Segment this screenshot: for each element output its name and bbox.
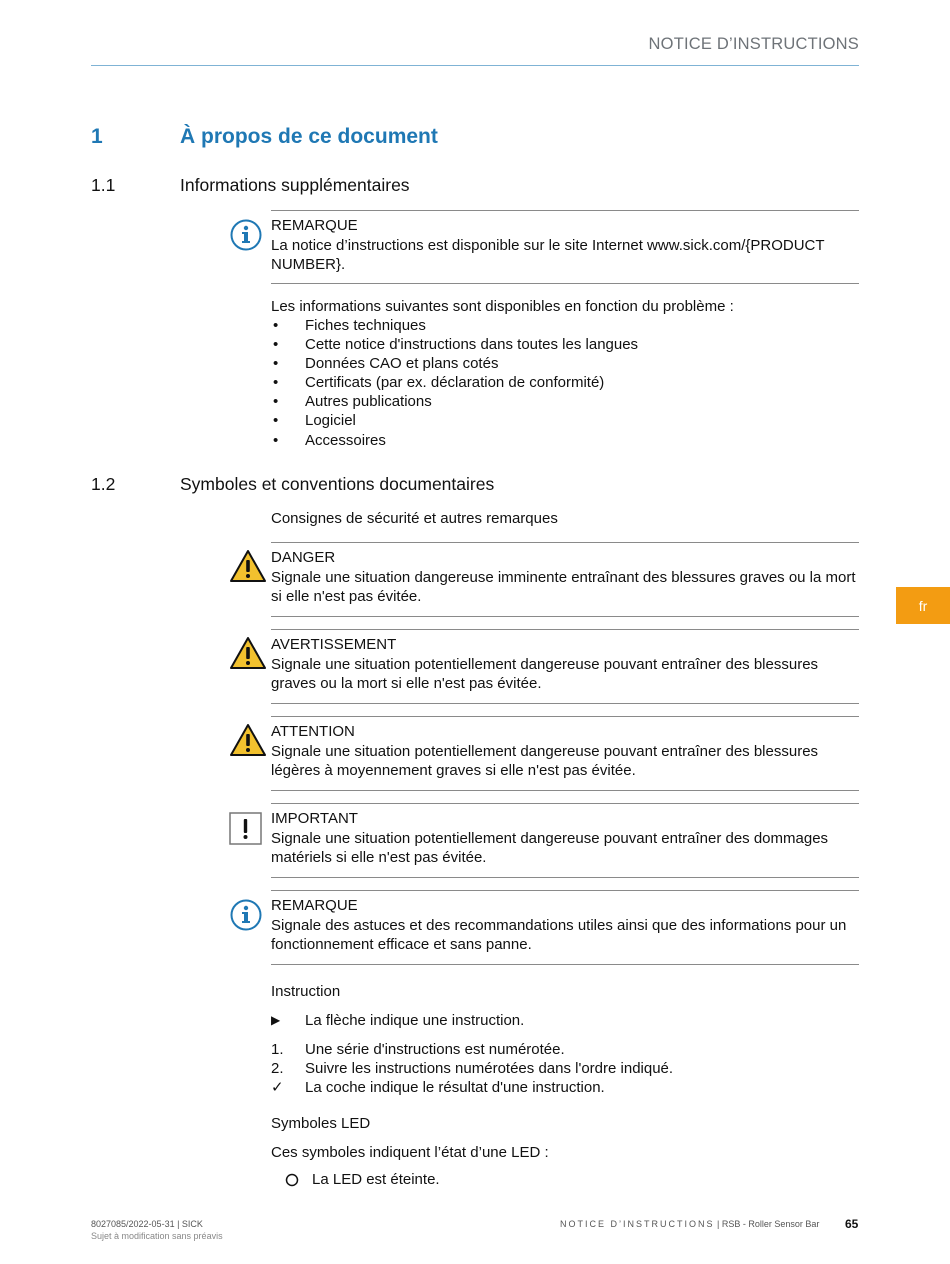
list-item-text: Cette notice d'instructions dans toutes les langues [305,336,639,354]
caution-title: ATTENTION [271,723,355,740]
language-tab[interactable]: fr [896,587,950,624]
step-marker: 1. [271,1041,284,1058]
step-text: Une série d'instructions est numérotée. [305,1041,565,1058]
footer-disclaimer: Sujet à modification sans préavis [91,1231,223,1241]
exclamation-box-icon [229,812,262,845]
bullet-marker: • [273,336,279,354]
note-body: Signale des astuces et des recommandations utiles ainsi que des informations pour un fonctionnement efficace et sans panne. [271,917,847,953]
list-item-text: Fiches techniques [305,317,426,334]
danger-rule-bottom [271,616,859,617]
info-intro: Les informations suivantes sont disponibles en fonction du problème : [271,298,734,315]
important-rule-bottom [271,877,859,878]
step-text: Suivre les instructions numérotées dans l'ordre indiqué. [305,1060,674,1077]
bullet-marker: • [273,412,279,430]
warning-title: AVERTISSEMENT [271,636,397,653]
list-item [271,316,638,335]
bullet-marker: • [273,393,279,411]
led-off-icon [285,1173,299,1187]
bullet-marker: • [273,374,279,392]
caution-rule-bottom [271,790,859,791]
warning-triangle-icon [229,549,267,583]
check-marker: ✓ [271,1078,284,1096]
section-1-2-number: 1.2 [91,474,116,494]
warning-body: Signale une situation potentiellement dangereuse pouvant entraîner des blessures graves ou la mort si elle n'est pas évitée. [271,656,819,692]
caution-rule-top [271,716,859,717]
list-item [271,335,638,354]
danger-title: DANGER [271,549,336,566]
led-intro: Ces symboles indiquent l’état d’une LED : [271,1144,549,1161]
bullet-marker: • [273,431,279,449]
section-1-1-title: Informations supplémentaires [180,175,410,195]
important-title: IMPORTANT [271,810,358,827]
warning-triangle-icon [229,723,267,757]
info-icon [230,219,262,251]
header-rule [91,65,859,66]
caution-body: Signale une situation potentiellement dangereuse pouvant entraîner des blessures légères à moyennement graves si elle n'est pas évitée. [271,743,819,779]
section-1-title: À propos de ce document [180,125,438,148]
footer-doc-type: NOTICE D’INSTRUCTIONS [560,1219,715,1229]
led-off-text: La LED est éteinte. [312,1171,440,1188]
section-1-2-title: Symboles et conventions documentaires [180,474,495,494]
info-list [271,316,638,450]
footer-center [560,1219,819,1229]
bullet-marker: • [273,355,279,373]
step-marker: 2. [271,1060,284,1077]
list-item-text: Certificats (par ex. déclaration de conformité) [305,374,605,392]
notice-body: La notice d’instructions est disponible sur le site Internet www.sick.com/{PRODUCT NUMBER}. [271,237,825,273]
warning-triangle-icon [229,636,267,670]
danger-rule-top [271,542,859,543]
footer-left [91,1218,223,1242]
notice-rule-bottom [271,283,859,284]
arrow-marker: ▶ [271,1013,281,1027]
arrow-text: La flèche indique une instruction. [305,1012,525,1029]
footer-doc-ref: 8027085/2022-05-31 | SICK [91,1219,203,1229]
section-1-1-number: 1.1 [91,175,116,195]
list-item [271,354,638,373]
danger-body: Signale une situation dangereuse imminente entraînant des blessures graves ou la mort si elle n'est pas évitée. [271,569,856,605]
notice-rule-top [271,210,859,211]
led-heading: Symboles LED [271,1115,371,1132]
section-1-number: 1 [91,125,103,148]
footer-product: | RSB - Roller Sensor Bar [717,1219,820,1229]
important-body: Signale une situation potentiellement dangereuse pouvant entraîner des dommages matériels si elle n'est pas évitée. [271,830,829,866]
note-rule-top [271,890,859,891]
header-title: NOTICE D’INSTRUCTIONS [648,35,859,53]
note-rule-bottom [271,964,859,965]
list-item [271,373,638,392]
list-item [271,411,638,430]
list-item [271,392,638,411]
list-item-text: Données CAO et plans cotés [305,355,499,373]
list-item-text: Logiciel [305,412,356,430]
warning-rule-bottom [271,703,859,704]
page-number: 65 [845,1217,859,1231]
notice-title: REMARQUE [271,217,358,234]
bullet-marker: • [273,317,279,334]
instruction-heading: Instruction [271,983,341,1000]
step-text: La coche indique le résultat d'une instruction. [305,1079,605,1096]
list-item-text: Autres publications [305,393,432,411]
list-item-text: Accessoires [305,431,386,449]
safety-subheading: Consignes de sécurité et autres remarques [271,510,558,527]
info-icon [230,899,262,931]
warning-rule-top [271,629,859,630]
note-title: REMARQUE [271,897,358,914]
list-item [271,431,638,450]
important-rule-top [271,803,859,804]
